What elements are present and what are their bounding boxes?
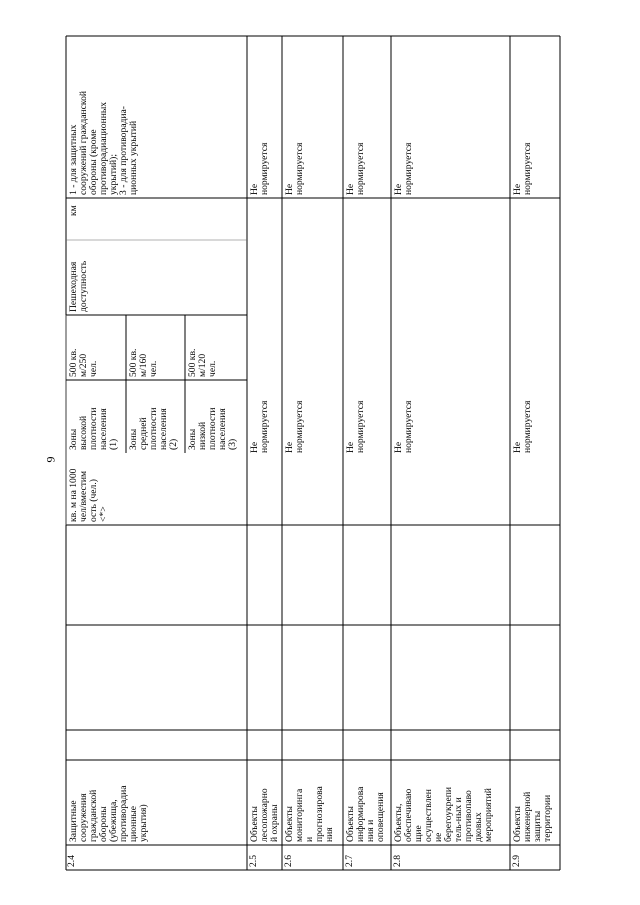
row-2-6-name: Объекты мониторинга и прогнозирова ния — [284, 786, 335, 842]
page-number: 9 — [43, 456, 58, 463]
row-2-7-num: 2.7 — [344, 855, 355, 867]
row-2-8-num: 2.8 — [392, 855, 403, 867]
access-label: Пешеходная доступность — [68, 260, 89, 312]
row-2-6-num: 2.6 — [283, 855, 294, 867]
row-2-4-name: Защитные сооружения гражданской обороны (убежища, противорадиа ционные укрытия) — [68, 785, 149, 842]
row-2-6-access: Не нормируется — [284, 142, 305, 195]
row-2-9-access: Не нормируется — [512, 142, 533, 195]
row-2-7-name: Объекты информирова ния и оповещения — [345, 786, 386, 842]
zone-low-label: Зоны низкой плотности населения (3) — [187, 407, 238, 450]
row-2-5-num: 2.5 — [248, 855, 259, 867]
row-2-4-num: 2.4 — [66, 855, 77, 867]
zone-mid-value: 500 кв. м/160 чел. — [128, 348, 159, 377]
row-2-8-name: Объекты, обеспечиваю щие осуществлен ие берегоукрепи тель-ных и противопаво дковых мероприятий — [393, 787, 494, 842]
row-2-9-capacity: Не нормируется — [512, 400, 533, 453]
row-2-9-name: Объекты инженерной защиты территории — [512, 791, 553, 842]
row-2-6-capacity: Не нормируется — [284, 400, 305, 453]
row-2-9-num: 2.9 — [511, 855, 522, 867]
row-2-8-access: Не нормируется — [393, 142, 414, 195]
row-2-7-capacity: Не нормируется — [345, 400, 366, 453]
zone-low-value: 500 кв. м/120 чел. — [187, 348, 218, 377]
zone-mid-label: Зоны средней плотности населения (2) — [128, 407, 179, 450]
zone-high-value: 500 кв. м/250 чел. — [68, 348, 99, 377]
row-2-5-access: Не нормируется — [249, 142, 270, 195]
row-2-8-capacity: Не нормируется — [393, 400, 414, 453]
access-note: 1 - для защитных сооружений гражданской обороны (кроме противорадиационных укрытий); 3 - для противорадиа- ционных укрытий — [68, 90, 139, 195]
row-2-5-name: Объекты лесопожарно й охраны — [249, 788, 280, 842]
row-2-4-unit: кв. м на 1000 чел/вместим ость (чел.) <*> — [68, 468, 109, 522]
row-2-7-access: Не нормируется — [345, 142, 366, 195]
access-unit: км — [68, 205, 79, 216]
zone-high-label: Зоны высокой плотности населения (1) — [68, 407, 119, 450]
row-2-5-capacity: Не нормируется — [249, 400, 270, 453]
